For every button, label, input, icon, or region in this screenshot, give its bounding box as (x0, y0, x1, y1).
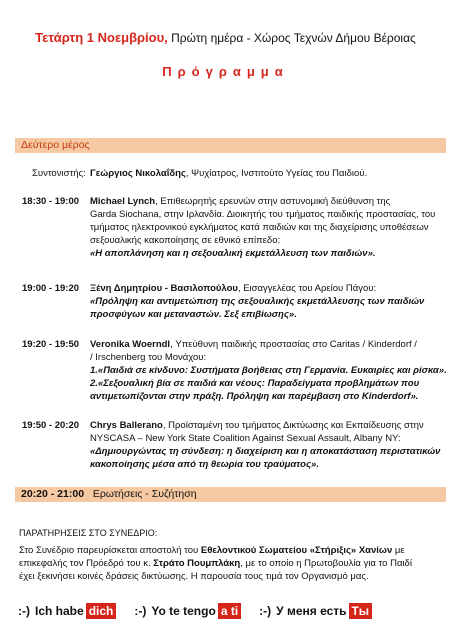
speaker-role: , Υπεύθυνη παιδικής προστασίας στο Caritas / Kinderdorf / (170, 339, 417, 350)
notes-title: ΠΑΡΑΤΗΡΗΣΕΙΣ ΣΤΟ ΣΥΝΕΔΡΙΟ: (19, 528, 158, 538)
slogan-russian: У меня есть (276, 604, 347, 618)
speaker-role: , Επιθεωρητής ερευνών στην αστυνομική διεύθυνση της (155, 196, 391, 207)
notes-text: Εθελοντικού Σωματείου «Στήριξις» Χανίων (200, 545, 393, 556)
page-title: Πρόγραμμα (162, 64, 289, 79)
coordinator-role: , Ψυχίατρος, Ινστιτούτο Υγείας του Παιδιού. (185, 168, 368, 179)
talk-subject: κακοποίησης μέσα από τη θεωρία του τραύματος». (90, 459, 319, 470)
notes-text: Στράτο Πουμπλάκη (153, 558, 241, 569)
section-band: Δεύτερο μέρος (15, 138, 446, 153)
smiley-icon: :-) (134, 604, 147, 618)
talk-time: 19:20 - 19:50 (22, 339, 80, 350)
notes-text: , με το οποίο η Πρωτοβουλία για το Παιδί (240, 558, 412, 569)
talk-subject: «Πρόληψη και αντιμετώπιση της σεξουαλικής εκμετάλλευσης των παιδιών (90, 296, 425, 307)
smiley-icon: :-) (259, 604, 272, 618)
speaker-role: , Προϊσταμένη του τμήματος Δικτύωσης και Εκπαίδευσης στην (162, 420, 424, 431)
closing-label: Ερωτήσεις - Συζήτηση (92, 488, 197, 500)
event-venue: Πρώτη ημέρα - Χώρος Τεχνών Δήμου Βέροιας (171, 31, 416, 45)
slogan-spanish-highlight: a ti (218, 603, 241, 619)
footer-slogans (18, 601, 372, 621)
notes-body (19, 544, 439, 583)
closing-time: 20:20 - 21:00 (21, 488, 85, 500)
speaker-role-line: / Irschenberg του Μονάχου: (90, 352, 207, 363)
speaker-role-line: τμήματος ηλεκτρονικού εγκλήματος κατά παιδιών και της διαχείρισης υποθέσεων (90, 222, 429, 233)
slogan-russian-highlight: Ты (349, 603, 372, 619)
talk-subject: «Δημιουργώντας τη σύνδεση: η διαχείριση και η αποκατάσταση περιστατικών (90, 446, 441, 457)
notes-text: έχει ξεκινήσει κοινές δράσεις δικτύωσης. Η παρουσία τους τιμά τον Οργανισμό μας. (19, 571, 369, 582)
slogan-german-highlight: dich (86, 603, 117, 619)
talk-subject: προσφύγων και μεταναστών. Σεξ επιβίωσης». (90, 309, 297, 320)
notes-text: επικεφαλής τον Πρόεδρό του κ. (19, 558, 154, 569)
smiley-icon: :-) (18, 604, 30, 618)
notes-text: Στο Συνέδριο παρευρίσκεται αποστολή του (19, 545, 201, 556)
event-date: Τετάρτη 1 Νοεμβρίου, (35, 30, 168, 45)
speaker-name: Chrys Ballerano (90, 420, 163, 431)
speaker-name: Ξένη Δημητρίου - Βασιλοπούλου (90, 283, 238, 294)
slogan-spanish: Yo te tengo (151, 604, 216, 618)
speaker-name: Veronika Woerndl (90, 339, 171, 350)
talk-time: 19:50 - 20:20 (22, 420, 80, 431)
speaker-role-line: σεξουαλικής κακοποίησης σε εθνικό επίπεδο: (90, 235, 281, 246)
talk-subject: 1.«Παιδιά σε κίνδυνο: Συστήματα βοήθειας στη Γερμανία. Ευκαιρίες και ρίσκα». (90, 365, 447, 376)
closing-band (15, 487, 446, 502)
coordinator-label: Συντονιστής: (32, 168, 86, 179)
speaker-role: , Εισαγγελέας του Αρείου Πάγου: (237, 283, 377, 294)
coordinator-name: Γεώργιος Νικολαΐδης (90, 168, 186, 179)
talk-time: 18:30 - 19:00 (22, 196, 80, 207)
notes-text: με (392, 545, 405, 556)
speaker-role-line: NYSCASA – New York State Coalition Against Sexual Assault, Albany NY: (90, 433, 401, 444)
slogan-german: Ich habe (35, 604, 84, 618)
talk-subject: αντιμετωπίζονται στην πράξη. Πρόληψη και παρέμβαση στο Kinderdorf». (90, 391, 419, 402)
talk-subject: «Η αποπλάνηση και η σεξουαλική εκμετάλλευση των παιδιών». (90, 248, 376, 259)
page-header (0, 30, 451, 45)
talk-time: 19:00 - 19:20 (22, 283, 80, 294)
speaker-role-line: Garda Siochana, στην Ιρλανδία. Διοικητής του τμήματος παιδικής προστασίας, του (90, 209, 436, 220)
speaker-name: Michael Lynch (90, 196, 156, 207)
talk-subject: 2.«Σεξουαλική βία σε παιδιά και νέους: Παραδείγματα προβλημάτων που (90, 378, 420, 389)
